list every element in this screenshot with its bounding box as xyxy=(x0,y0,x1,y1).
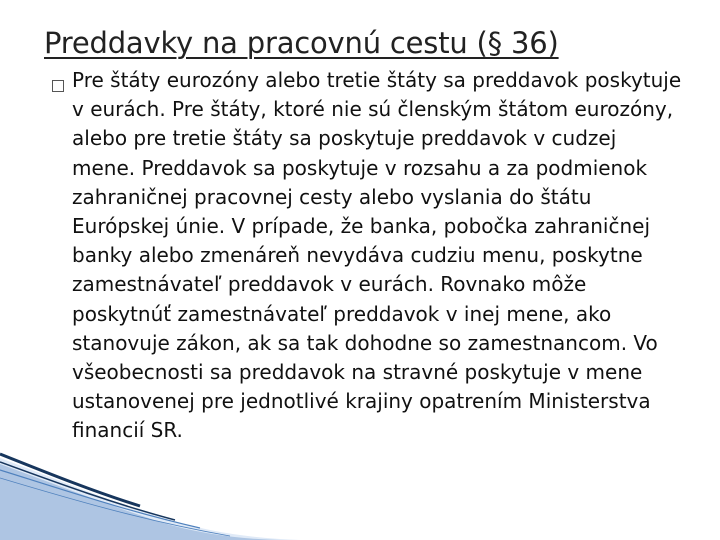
corner-wave-decoration xyxy=(0,440,300,540)
square-bullet-icon xyxy=(52,80,64,92)
slide-title: Preddavky na pracovnú cestu (§ 36) xyxy=(44,26,559,60)
bullet-paragraph: Pre štáty eurozóny alebo tretie štáty sa preddavok poskytuje v eurách. Pre štáty, ktoré nie sú členským štátom eurozóny, alebo pre tretie štáty sa poskytuje preddavok v cudzej mene. Preddavok sa poskytuje v rozsahu a za podmienok zahraničnej pracovnej cesty alebo vyslania do štátu Európskej únie. V prípade, že banka, pobočka zahraničnej banky alebo zmenáreň nevydáva cudziu menu, poskytne zamestnávateľ preddavok v eurách. Rovnako môže poskytnúť zamestnávateľ preddavok v inej mene, ako stanovuje zákon, ak sa tak dohodne so zamestnancom. Vo všeobecnosti sa preddavok na stravné poskytuje v mene ustanovenej pre jednotlivé krajiny opatrením Ministerstva financií SR. xyxy=(72,68,682,443)
